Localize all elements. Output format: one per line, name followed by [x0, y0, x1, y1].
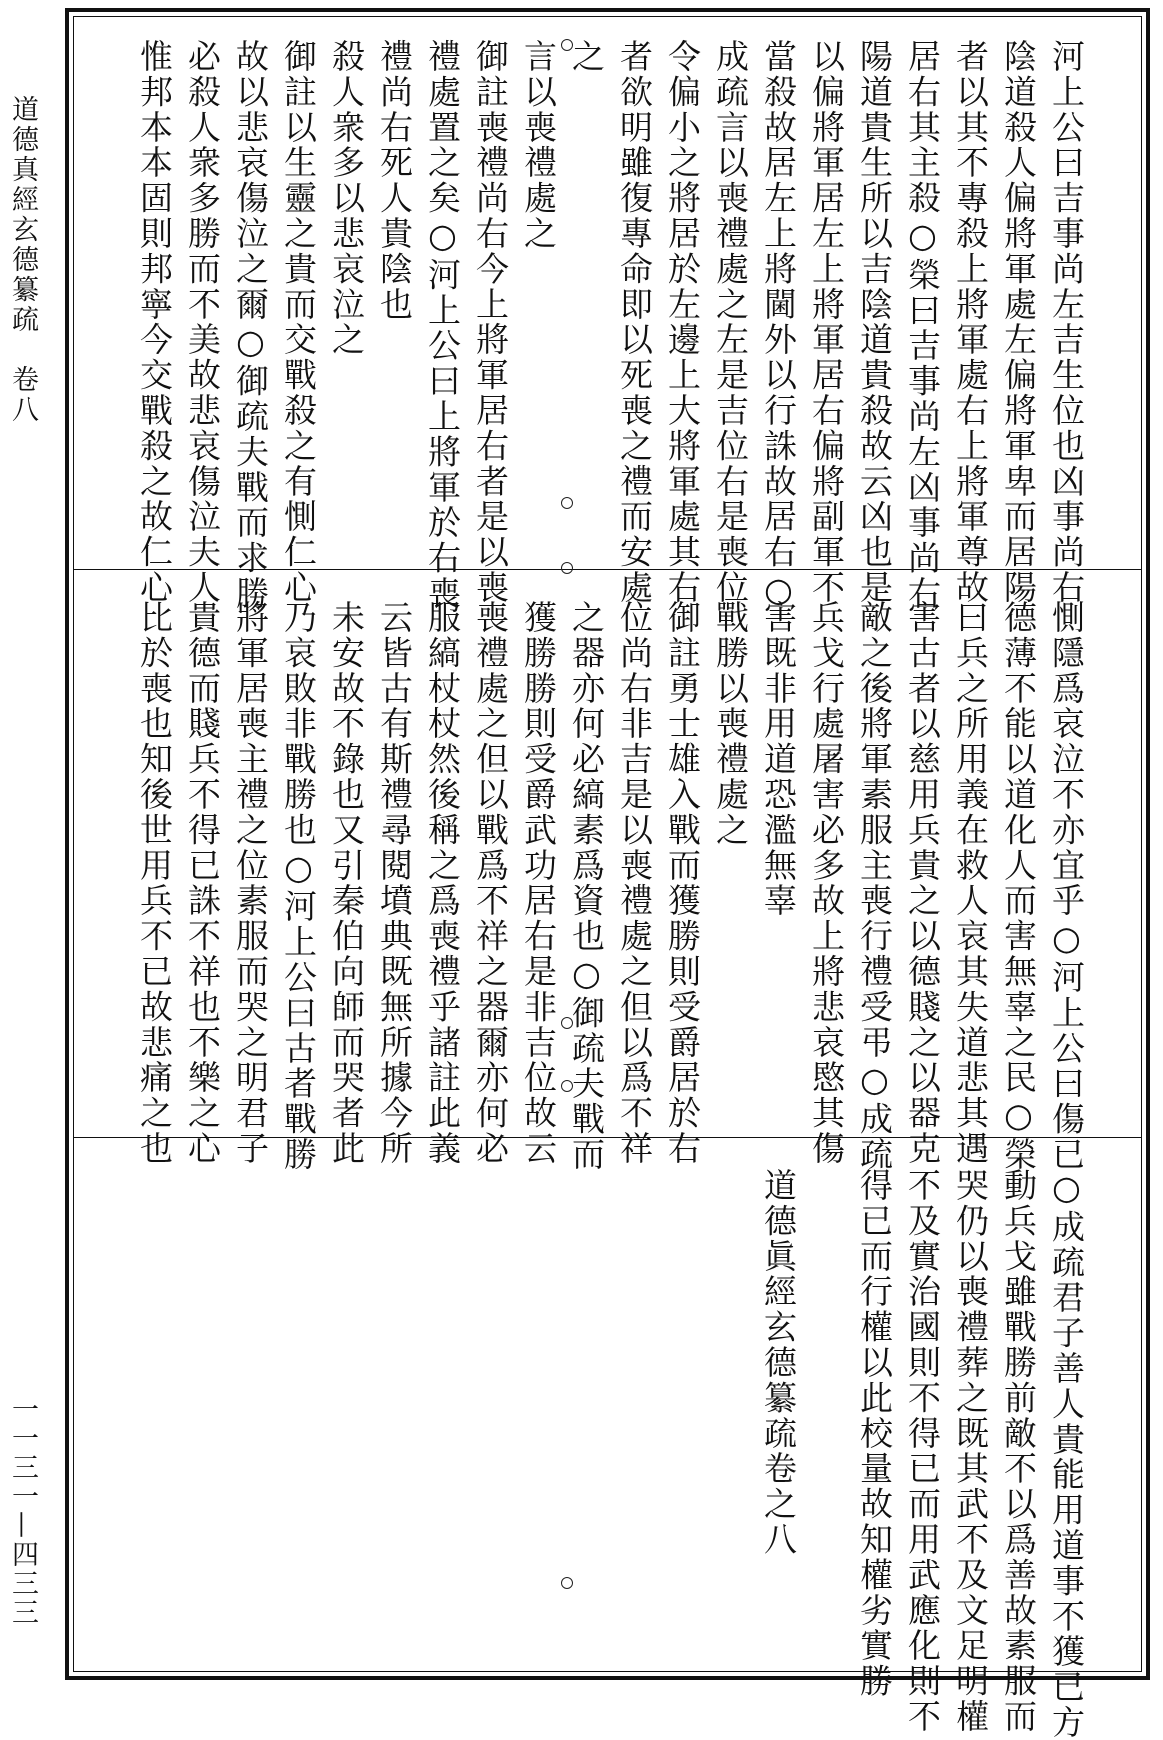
- text-column: 之: [567, 39, 606, 75]
- text-column: 御註喪禮尚右今上將軍居右者是以喪: [471, 39, 510, 606]
- text-column: 兵戈行處屠害必多故上將悲哀愍其傷: [807, 600, 846, 1167]
- text-column: 陽道貴生所以吉陰道貴殺故云凶也是: [855, 39, 894, 606]
- text-column: 惻隱爲哀泣不亦宜乎○河上公曰傷已: [1047, 600, 1086, 1173]
- book-title-margin: 道德真經玄德纂疏 卷八: [7, 95, 38, 425]
- text-column: 御註以生靈之貴而交戰殺之有惻仁心: [279, 39, 318, 606]
- text-column: 禮尚右死人貴陰也: [375, 39, 414, 323]
- text-column: 禮處置之矣○河上公曰上將軍於右喪: [423, 39, 462, 612]
- text-column: 害既非用道恐濫無辜: [759, 600, 798, 919]
- text-column: 未安故不錄也又引秦伯向師而哭者此: [327, 600, 366, 1167]
- text-column: 獲勝勝則受爵武功居右是非吉位故云: [519, 600, 558, 1167]
- text-column: 比於喪也知後世用兵不已故悲痛之也: [135, 600, 174, 1167]
- page-frame: [65, 8, 1150, 1740]
- text-column: 動兵戈雖戰勝前敵不以爲善故素服而: [999, 1168, 1038, 1735]
- text-column: 敵之後將軍素服主喪行禮受弔○成疏: [855, 600, 894, 1173]
- text-column: 服縞杖杖然後稱之爲喪禮乎諸註此義: [423, 600, 462, 1167]
- text-column: 哭仍以喪禮葬之既其武不及文足明權: [951, 1168, 990, 1735]
- text-column: 不及實治國則不得已而用武應化則不: [903, 1168, 942, 1735]
- text-column: 乃哀敗非戰勝也○河上公曰古者戰勝: [279, 600, 318, 1173]
- text-column: 之器亦何必縞素爲資也○御疏夫戰而: [567, 600, 606, 1173]
- circle-mark-icon: [561, 39, 573, 51]
- lower-register: [74, 1138, 1141, 1740]
- text-column: 河上公曰吉事尚左吉生位也凶事尚右: [1047, 39, 1086, 606]
- circle-mark-icon: [561, 1577, 573, 1589]
- text-column: 貴德而賤兵不得已誅不祥也不樂之心: [183, 600, 222, 1167]
- text-column: 成疏言以喪禮處之左是吉位右是喪位: [711, 39, 750, 606]
- text-column: 位尚右非吉是以喪禮處之但以爲不祥: [615, 600, 654, 1167]
- text-column: 必殺人衆多勝而不美故悲哀傷泣夫人: [183, 39, 222, 606]
- text-column: 曰兵之所用義在救人哀其失道悲其遇: [951, 600, 990, 1167]
- text-column: 得已而行權以此校量故知權劣實勝: [855, 1168, 894, 1699]
- text-column: 者欲明雖復專命即以死喪之禮而安處: [615, 39, 654, 606]
- circle-mark-icon: [561, 1080, 573, 1092]
- text-column: 德薄不能以道化人而害無辜之民○榮: [999, 600, 1038, 1173]
- circle-mark-icon: [561, 562, 573, 574]
- text-column: 御註勇士雄入戰而獲勝則受爵居於右: [663, 600, 702, 1167]
- scripture-line: 戰勝以喪禮處之: [711, 600, 750, 848]
- text-column: 故以悲哀傷泣之爾○御疏夫戰而求勝: [231, 39, 270, 612]
- chapter-end-title: 道德眞經玄德纂疏卷之八: [759, 1168, 798, 1558]
- text-column: 惟邦本本固則邦寧今交戰殺之故仁心: [135, 39, 174, 606]
- middle-register: [74, 570, 1141, 1173]
- circle-mark-icon: [561, 1017, 573, 1029]
- text-column: ○成疏君子善人貴能用道事不獲已方: [1047, 1168, 1086, 1740]
- text-column: 者以其不專殺上將軍處右上將軍尊故: [951, 39, 990, 606]
- upper-register: [74, 17, 1141, 612]
- text-column: 害古者以慈用兵貴之以德賤之以器克: [903, 600, 942, 1167]
- text-column: 令偏小之將居於左邊上大將軍處其右: [663, 39, 702, 606]
- text-column: 云皆古有斯禮尋閱墳典既無所據今所: [375, 600, 414, 1167]
- scripture-line: 殺人衆多以悲哀泣之: [327, 39, 366, 358]
- text-column: 陰道殺人偏將軍處左偏將軍卑而居陽: [999, 39, 1038, 606]
- scripture-line: 言以喪禮處之: [519, 39, 558, 252]
- page-number-margin: 一一三一—四三三: [7, 1395, 38, 1627]
- text-column: 以偏將軍居左上將軍居右偏將副軍不: [807, 39, 846, 606]
- circle-mark-icon: [561, 497, 573, 509]
- text-column: 喪禮處之但以戰爲不祥之器爾亦何必: [471, 600, 510, 1167]
- text-column: 當殺故居左上將閫外以行誅故居右○: [759, 39, 798, 612]
- text-column: 居右其主殺○榮曰吉事尚左凶事尚右: [903, 39, 942, 612]
- text-column: 將軍居喪主禮之位素服而哭之明君子: [231, 600, 270, 1167]
- text-block: [73, 16, 1142, 1740]
